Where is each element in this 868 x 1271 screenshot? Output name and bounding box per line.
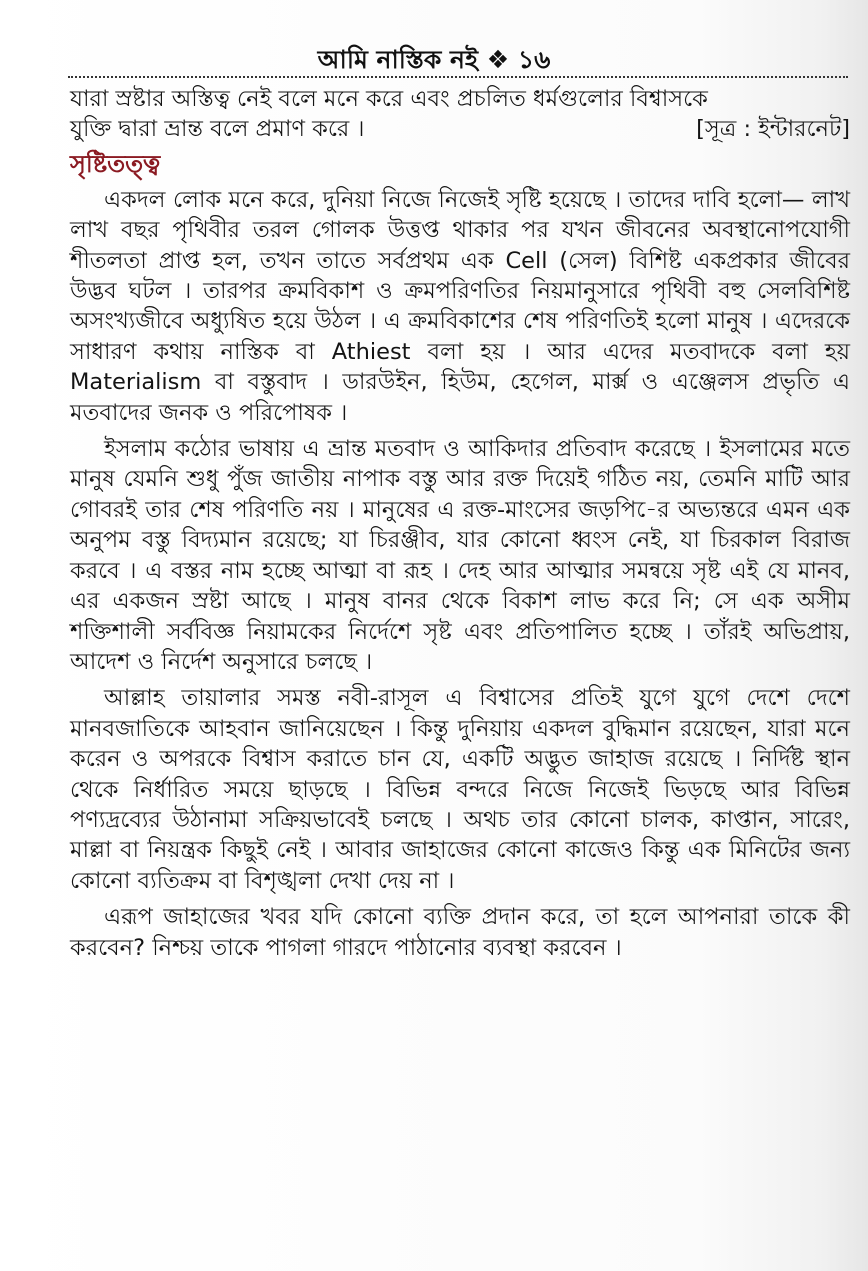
diamond-ornament-icon: ❖ xyxy=(486,45,510,74)
intro-line-2-text: যুক্তি দ্বারা ভ্রান্ত বলে প্রমাণ করে । xyxy=(70,116,365,143)
page-body xyxy=(70,84,850,969)
intro-line-2 xyxy=(70,114,850,144)
paragraph-conclusion: এরূপ জাহাজের খবর যদি কোনো ব্যক্তি প্রদান করে, তা হলে আপনারা তাকে কী করবেন? নিশ্চয় তাকে পাগলা গারদে পাঠানোর ব্যবস্থা করবেন । xyxy=(70,904,850,961)
intro-line-1: যারা স্রষ্টার অস্তিত্ব নেই বলে মনে করে এবং প্রচলিত ধর্মগুলোর বিশ্বাসকে xyxy=(70,86,708,112)
paragraph-atheist-view: একদল লোক মনে করে, দুনিয়া নিজে নিজেই সৃষ্টি হয়েছে । তাদের দাবি হলো— লাখ লাখ বছর পৃথিবীর তরল গোলক উত্তপ্ত থাকার পর যখন জীবনের অবস্থানোপযোগী শীতলতা প্রাপ্ত হল, তখন তাতে সর্বপ্রথম এক Cell (সেল) বিশিষ্ট একপ্রকার জীবের উদ্ভব ঘটল । তারপর ক্রমবিকাশ ও ক্রমপরিণতির নিয়মানুসারে পৃথিবী বহু সেলবিশিষ্ট অসংখ্যজীবে অধ্যুষিত হয়ে উঠল । এ ক্রমবিকাশের শেষ পরিণতিই হলো মানুষ । এদেরকে সাধারণ কথায় নাস্তিক বা Athiest বলা হয় । আর এদের মতবাদকে বলা হয় Materialism বা বস্তুবাদ । ডারউইন, হিউম, হেগেল, মার্ক্স ও এঞ্জেলস প্রভৃতি এ মতবাদের জনক ও পরিপোষক । xyxy=(70,186,850,426)
header-divider xyxy=(68,76,848,78)
paragraph-ship-analogy: আল্লাহ তায়ালার সমস্ত নবী-রাসূল এ বিশ্বাসের প্রতিই যুগে যুগে দেশে দেশে মানবজাতিকে আহবান জানিয়েছেন । কিন্তু দুনিয়ায় একদল বুদ্ধিমান রয়েছেন, যারা মনে করেন ও অপরকে বিশ্বাস করাতে চান যে, একটি অদ্ভুত জাহাজ রয়েছে । নির্দিষ্ট স্থান থেকে নির্ধারিত সময়ে ছাড়ছে । বিভিন্ন বন্দরে নিজে নিজেই ভিড়ছে আর বিভিন্ন পণ্যদ্রব্যের উঠানামা সক্রিয়ভাবেই চলছে । অথচ তার কোনো চালক, কাপ্তান, সারেং, মাল্লা বা নিয়ন্ত্রক কিছুই নেই । আবার জাহাজের কোনো কাজেও কিন্তু এক মিনিটের জন্য কোনো ব্যতিক্রম বা বিশৃঙ্খলা দেখা দেয় না । xyxy=(70,685,850,894)
source-citation: [সূত্র : ইন্টারনেট] xyxy=(696,116,850,143)
intro-paragraph xyxy=(70,84,850,145)
book-title: আমি নাস্তিক নই xyxy=(317,45,478,74)
page-number: ১৬ xyxy=(517,45,551,74)
paragraph-islam-view: ইসলাম কঠোর ভাষায় এ ভ্রান্ত মতবাদ ও আকিদার প্রতিবাদ করেছে । ইসলামের মতে মানুষ যেমনি শুধু পুঁজ জাতীয় নাপাক বস্তু আর রক্ত দিয়েই গঠিত নয়, তেমনি মাটি আর গোবরই তার শেষ পরিণতি নয় । মানুষের এ রক্ত-মাংসের জড়পি-ের অভ্যন্তরে এমন এক অনুপম বস্তু বিদ্যমান রয়েছে; যা চিরঞ্জীব, যার কোনো ধ্বংস নেই, যা চিরকাল বিরাজ করবে । এ বস্তর নাম হচ্ছে আত্মা বা রূহ । দেহ আর আত্মার সমন্বয়ে সৃষ্ট এই যে মানব, এর একজন স্রষ্টা আছে । মানুষ বানর থেকে বিকাশ লাভ করে নি; সে এক অসীম শক্তিশালী সর্ববিজ্ঞ নিয়ামকের নির্দেশে সৃষ্ট এবং প্রতিপালিত হচ্ছে । তাঁরই অভিপ্রায়, আদেশ ও নির্দেশ অনুসারে চলছে । xyxy=(70,436,850,675)
section-heading: সৃষ্টিতত্ত্ব xyxy=(70,149,161,178)
